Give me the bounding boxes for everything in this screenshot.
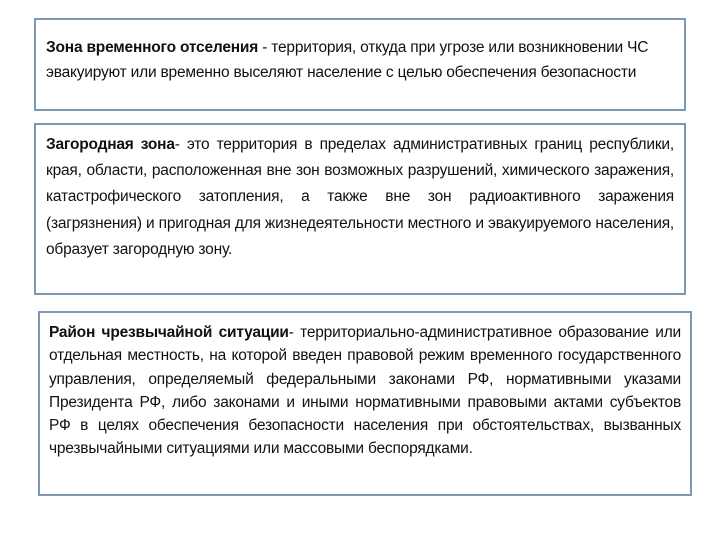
definition-term: Зона временного отселения: [46, 39, 259, 56]
definition-term: Загородная зона: [46, 136, 175, 153]
definition-text: [49, 321, 681, 461]
definition-text: [46, 132, 674, 263]
definition-box-suburban-zone: [34, 123, 686, 295]
definition-box-emergency-area: [38, 311, 692, 496]
definition-term: Район чрезвычайной ситуации: [49, 324, 289, 341]
definition-body: - территориально-административное образование или отдельная местность, на которой введен правовой режим временного государственного управления, определяемый федеральными законами РФ, нормативными указами Президента РФ, либо законами и иными нормативными правовыми актами субъектов РФ в целях обеспечения безопасности населения при обстоятельствах, вызванных чрезвычайными ситуациями или массовыми беспорядками.: [49, 324, 681, 458]
definition-body: - территория, откуда при угрозе или возникновении ЧС эвакуируют или временно выселяют население с целью обеспечения безопасности: [46, 39, 649, 81]
definition-box-temporary-resettlement-zone: [34, 18, 686, 111]
definition-text: [46, 36, 674, 85]
definition-body: - это территория в пределах административных границ республики, края, области, расположенная вне зон возможных разрушений, химического заражения, катастрофического затопления, а также вне зон радиоактивного заражения (загрязнения) и пригодная для жизнедеятельности местного и эвакуируемого населения, образует загородную зону.: [46, 136, 674, 258]
